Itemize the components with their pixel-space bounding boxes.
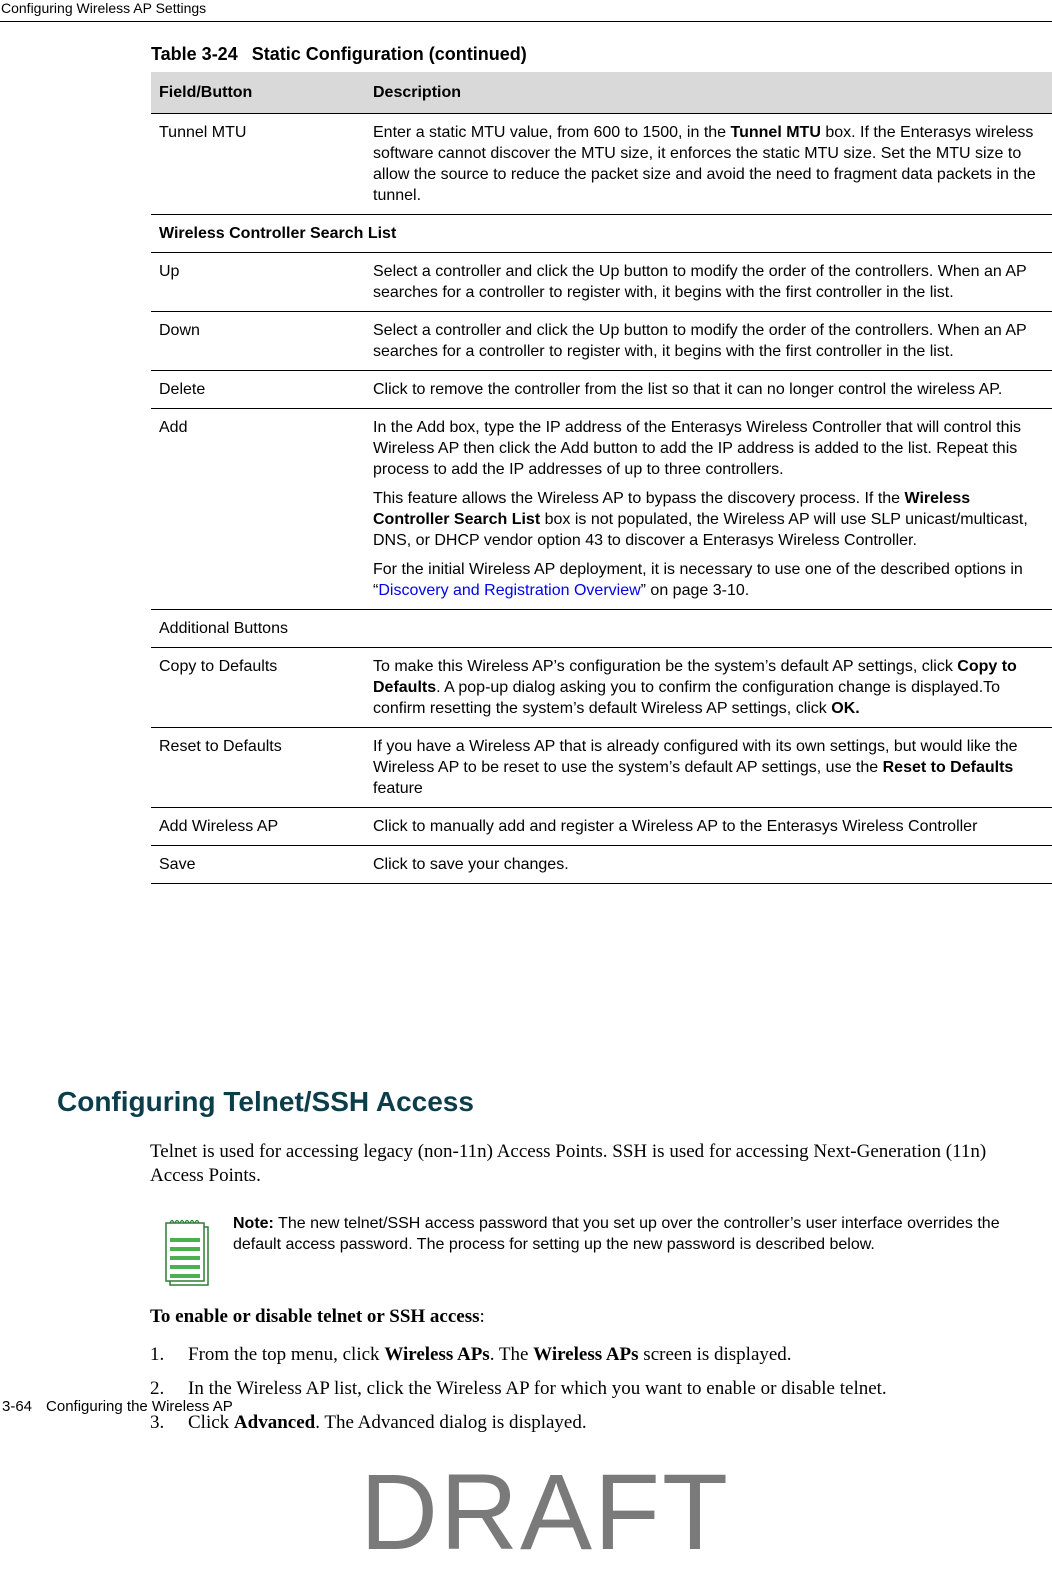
table-row-down — [151, 312, 1052, 371]
ui-term: Wireless APs — [384, 1344, 490, 1365]
step-number: 2. — [150, 1378, 165, 1399]
description-bold: OK. — [831, 700, 860, 717]
page-footer — [2, 1398, 233, 1415]
description-text: box. If the Enterasys wireless software cannot discover the MTU size, it enforces the static MTU size. Set the MTU size to allow the source to reduce the packet size and avoid the need to fragment data packets in the tunnel. — [373, 124, 1036, 204]
note-label: Note: — [233, 1215, 274, 1232]
description-text: ” on page 3-10. — [640, 582, 750, 599]
field-cell: Reset to Defaults — [151, 728, 365, 808]
draft-watermark: DRAFT — [360, 1451, 730, 1572]
description-text: This feature allows the Wireless AP to bypass the discovery process. If the — [373, 490, 905, 507]
table-caption — [151, 44, 527, 65]
description-text: If you have a Wireless AP that is already configured with its own settings, but would like the Wireless AP to be reset to use the system’s default AP settings, use the — [373, 738, 1018, 776]
ui-term: Wireless APs — [533, 1344, 639, 1365]
table-section-search-list — [151, 215, 1052, 253]
footer-chapter: Configuring the Wireless AP — [46, 1398, 233, 1415]
field-cell: Add — [151, 409, 365, 610]
table-row-add-wireless-ap — [151, 808, 1052, 846]
field-cell: Down — [151, 312, 365, 371]
ui-term: Advanced — [233, 1412, 316, 1433]
table-row-save — [151, 846, 1052, 884]
description-cell — [365, 409, 1052, 610]
step-fragment: . The — [489, 1344, 534, 1365]
step-text — [188, 1343, 792, 1367]
description-paragraph — [373, 488, 1044, 551]
section-label: Additional Buttons — [151, 610, 1052, 648]
step-fragment: screen is displayed. — [638, 1344, 792, 1365]
field-cell: Tunnel MTU — [151, 114, 365, 215]
field-cell: Copy to Defaults — [151, 648, 365, 728]
table-row-reset-to-defaults — [151, 728, 1052, 808]
description-text: For the initial Wireless AP deployment, it is necessary to use one of the described options in “ — [373, 561, 1023, 599]
table-row-tunnel-mtu — [151, 114, 1052, 215]
description-bold: Wireless Controller Search List — [373, 490, 971, 528]
step-fragment: Click — [188, 1412, 234, 1433]
description-text: To make this Wireless AP’s configuration be the system’s default AP settings, click — [373, 658, 958, 675]
description-text: . A pop-up dialog asking you to confirm the configuration change is displayed.To confirm resetting the system’s default Wireless AP settings, click — [373, 679, 1001, 717]
table-number: Table 3-24 — [151, 44, 238, 64]
field-cell: Save — [151, 846, 365, 884]
description-paragraph: In the Add box, type the IP address of the Enterasys Wireless Controller that will control this Wireless AP then click the Add button to add the IP address is added to the list. Repeat this process to add the IP addresses of up to three controllers. — [373, 419, 1022, 478]
notepad-icon — [163, 1218, 211, 1288]
section-title: Configuring Telnet/SSH Access — [57, 1086, 474, 1117]
step-fragment: . The Advanced dialog is displayed. — [315, 1412, 587, 1433]
list-item — [150, 1411, 1030, 1445]
description-text: feature — [373, 780, 423, 797]
procedure-heading-text: To enable or disable telnet or SSH access — [150, 1306, 480, 1327]
description-cell — [365, 648, 1052, 728]
step-text: In the Wireless AP list, click the Wireless AP for which you want to enable or disable telnet. — [188, 1378, 887, 1399]
intro-paragraph: Telnet is used for accessing legacy (non-11n) Access Points. SSH is used for accessing Next-Generation (11n) Access Points. — [150, 1141, 987, 1186]
column-header-description: Description — [365, 72, 1052, 114]
note-text — [233, 1213, 1048, 1255]
table-title: Static Configuration (continued) — [251, 44, 527, 64]
table-row-up — [151, 253, 1052, 312]
procedure-steps — [150, 1343, 1030, 1445]
step-number: 1. — [150, 1344, 165, 1365]
procedure-heading-colon: : — [479, 1306, 485, 1327]
description-cell: Click to remove the controller from the list so that it can no longer control the wireless AP. — [365, 371, 1052, 409]
column-header-field: Field/Button — [151, 72, 365, 114]
table-row-add — [151, 409, 1052, 610]
step-number: 3. — [150, 1412, 165, 1433]
description-text: Enter a static MTU value, from 600 to 1500, in the — [373, 124, 731, 141]
description-cell — [365, 728, 1052, 808]
description-paragraph — [373, 559, 1044, 601]
procedure-heading — [150, 1305, 485, 1329]
discovery-overview-link[interactable]: Discovery and Registration Overview — [378, 582, 641, 599]
running-header-title: Configuring Wireless AP Settings — [1, 0, 207, 16]
step-text — [188, 1411, 587, 1435]
note-body: The new telnet/SSH access password that you set up over the controller’s user interface overrides the default access password. The process for setting up the new password is described below. — [233, 1215, 1000, 1253]
table-row-delete — [151, 371, 1052, 409]
step-fragment: From the top menu, click — [188, 1344, 385, 1365]
page-number: 3-64 — [2, 1398, 33, 1415]
table-section-additional-buttons — [151, 610, 1052, 648]
description-cell: Select a controller and click the Up button to modify the order of the controllers. When an AP searches for a controller to register with, it begins with the first controller in the list. — [365, 312, 1052, 371]
section-label: Wireless Controller Search List — [151, 215, 1052, 253]
description-bold: Copy to Defaults — [373, 658, 1017, 696]
list-item — [150, 1343, 1030, 1377]
description-cell: Select a controller and click the Up button to modify the order of the controllers. When an AP searches for a controller to register with, it begins with the first controller in the list. — [365, 253, 1052, 312]
running-header — [0, 0, 1052, 22]
table-header-row — [151, 72, 1052, 114]
field-cell: Up — [151, 253, 365, 312]
description-bold: Tunnel MTU — [730, 124, 821, 141]
description-text: box is not populated, the Wireless AP will use SLP unicast/multicast, DNS, or DHCP vendor option 43 to discover a Enterasys Wireless Controller. — [373, 511, 1028, 549]
field-cell: Add Wireless AP — [151, 808, 365, 846]
description-cell — [365, 114, 1052, 215]
description-cell: Click to manually add and register a Wireless AP to the Enterasys Wireless Controller — [365, 808, 1052, 846]
table-row-copy-to-defaults — [151, 648, 1052, 728]
static-configuration-table — [151, 72, 1052, 884]
description-bold: Reset to Defaults — [882, 759, 1014, 776]
list-item — [150, 1377, 1030, 1411]
description-cell: Click to save your changes. — [365, 846, 1052, 884]
field-cell: Delete — [151, 371, 365, 409]
